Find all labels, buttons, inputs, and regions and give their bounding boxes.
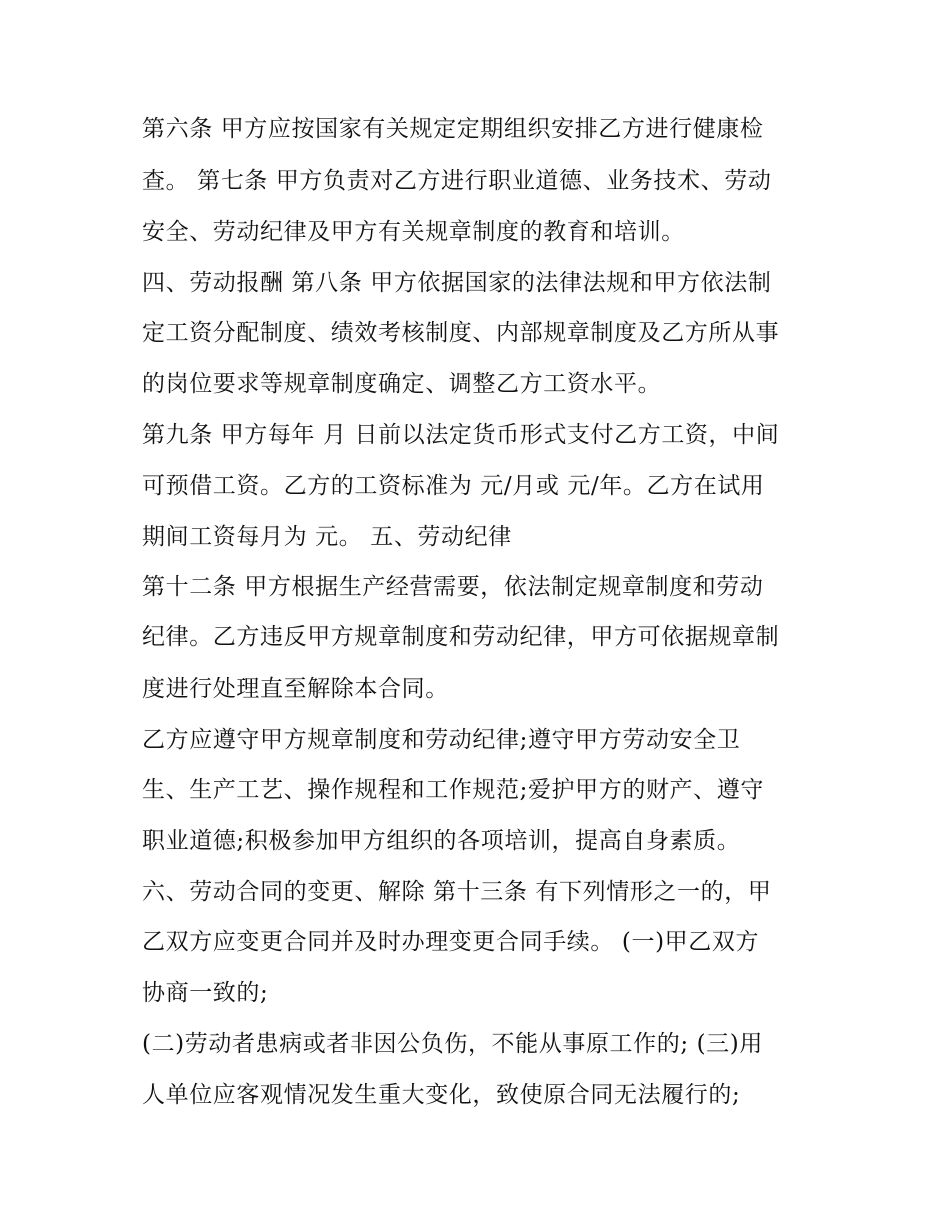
text-line: 协商一致的; — [142, 980, 269, 1006]
text-line: (二)劳动者患病或者非因公负伤，不能从事原工作的; (三)用 — [142, 1031, 763, 1057]
text-line: 第十二条 甲方根据生产经营需要，依法制定规章制度和劳动 — [142, 574, 764, 600]
text-line: 乙方应遵守甲方规章制度和劳动纪律;遵守甲方劳动安全卫 — [142, 727, 741, 753]
text-line: 纪律。乙方违反甲方规章制度和劳动纪律，甲方可依据规章制 — [142, 624, 780, 650]
text-line: 第六条 甲方应按国家有关规定定期组织安排乙方进行健康检 — [142, 116, 764, 142]
text-line: 可预借工资。乙方的工资标准为 元/月或 元/年。乙方在试用 — [142, 473, 765, 499]
text-line: 四、劳动报酬 第八条 甲方依据国家的法律法规和甲方依法制 — [142, 270, 772, 296]
text-line: 期间工资每月为 元。 五、劳动纪律 — [142, 524, 512, 550]
text-line: 的岗位要求等规章制度确定、调整乙方工资水平。 — [142, 371, 662, 397]
text-line: 职业道德;积极参加甲方组织的各项培训，提高自身素质。 — [142, 828, 741, 854]
text-line: 生、生产工艺、操作规程和工作规范;爱护甲方的财产、遵守 — [142, 777, 764, 803]
text-line: 人单位应客观情况发生重大变化，致使原合同无法履行的; — [142, 1082, 741, 1108]
text-line: 度进行处理直至解除本合同。 — [142, 676, 449, 702]
text-line: 定工资分配制度、绩效考核制度、内部规章制度及乙方所从事 — [142, 320, 780, 346]
text-line: 第九条 甲方每年 月 日前以法定货币形式支付乙方工资，中间 — [142, 422, 780, 448]
text-line: 乙双方应变更合同并及时办理变更合同手续。 (一)甲乙双方 — [142, 929, 760, 955]
text-line: 安全、劳动纪律及甲方有关规章制度的教育和培训。 — [142, 219, 685, 245]
text-line: 六、劳动合同的变更、解除 第十三条 有下列情形之一的，甲 — [142, 879, 772, 905]
text-line: 查。 第七条 甲方负责对乙方进行职业道德、业务技术、劳动 — [142, 168, 772, 194]
